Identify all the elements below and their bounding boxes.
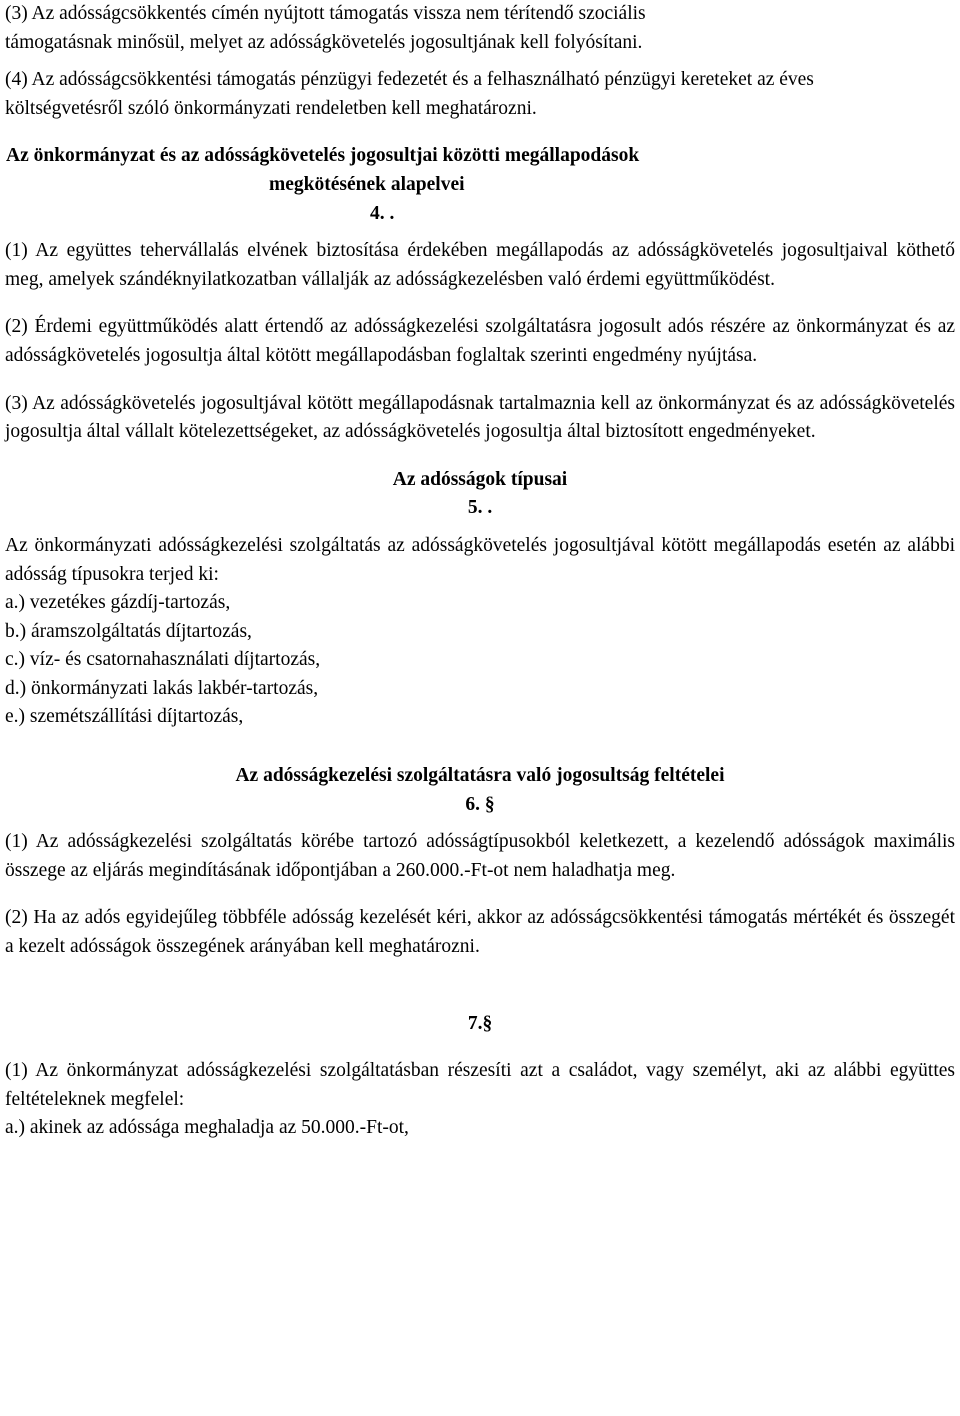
section-7-paragraph-1: (1) Az önkormányzat adósságkezelési szolgáltatásban részesíti azt a családot, vagy személyt, aki az alábbi együttes feltételeknek megfelel: bbox=[5, 1060, 955, 1110]
list-item: a.) vezetékes gázdíj-tartozás, bbox=[5, 592, 231, 614]
list-item: d.) önkormányzati lakás lakbér-tartozás, bbox=[5, 677, 319, 699]
heading-conditions: Az adósságkezelési szolgáltatásra való jogosultság feltételei bbox=[235, 765, 725, 787]
document-page bbox=[5, 0, 955, 1143]
list-item: e.) szemétszállítási díjtartozás, bbox=[5, 706, 244, 728]
section-6-paragraph-2: (2) Ha az adós egyidejűleg többféle adósság kezelését kéri, akkor az adósságcsökkentési támogatás mértékét és összegét a kezelt adósságok összegének arányában kell meghatározni. bbox=[5, 907, 955, 958]
section-number-7: 7.§ bbox=[467, 1012, 493, 1034]
section-6-paragraph-1: (1) Az adósságkezelési szolgáltatás körébe tartozó adósságtípusokból keletkezett, a kezelendő adósságok maximális összege az eljárás megindításának időpontjában a 260.000.-Ft-ot nem haladhatja meg. bbox=[5, 831, 955, 881]
section-number-6: 6. § bbox=[465, 793, 495, 815]
debt-type-list bbox=[5, 589, 955, 732]
list-item: c.) víz- és csatornahasználati díjtartozás, bbox=[5, 649, 321, 671]
section-number-5: 5. . bbox=[467, 497, 493, 519]
section-4-paragraph-3: (3) Az adósságkövetelés jogosultjával kötött megállapodásnak tartalmaznia kell az önkormányzat és az adósságkövetelés jogosultja által vállalt kötelezettségeket, az adósságkövetelés jogosultja által biztosított engedményeket. bbox=[5, 392, 955, 443]
paragraph-prev-4: (4) Az adósságcsökkentési támogatás pénzügyi fedezetét és a felhasználható pénzügyi kereteket az éves költségvetésről szóló önkormányzati rendeletben kell meghatározni. bbox=[5, 69, 814, 119]
section-7-item-a: a.) akinek az adóssága meghaladja az 50.000.-Ft-ot, bbox=[5, 1117, 409, 1139]
section-number-4: 4. . bbox=[370, 202, 395, 224]
heading-agreements-line1: Az önkormányzat és az adósságkövetelés jogosultjai közötti megállapodások bbox=[6, 145, 640, 167]
heading-debt-types: Az adósságok típusai bbox=[392, 468, 568, 490]
section-4-paragraph-2: (2) Érdemi együttműködés alatt értendő az adósságkezelési szolgáltatásra jogosult adós részére az önkormányzat és az adósságkövetelés jogosultja által kötött megállapodásban foglaltak szerinti engedmény nyújtása. bbox=[5, 316, 955, 366]
list-item: b.) áramszolgáltatás díjtartozás, bbox=[5, 620, 252, 642]
paragraph-prev-3: (3) Az adósságcsökkentés címén nyújtott támogatás vissza nem térítendő szociális támogatásnak minősül, melyet az adósságkövetelés jogosultjának kell folyósítani. bbox=[5, 3, 646, 53]
section-4-paragraph-1: (1) Az együttes tehervállalás elvének biztosítása érdekében megállapodás az adósságkövetelés jogosultjaival köthető meg, amelyek szándéknyilatkozatban vállalják az adósságkezelésben való érdemi együttműködést. bbox=[5, 240, 955, 290]
section-5-intro: Az önkormányzati adósságkezelési szolgáltatás az adósságkövetelés jogosultjával kötött megállapodás esetén az alábbi adósság típusokra terjed ki: bbox=[5, 534, 955, 585]
heading-agreements-line2: megkötésének alapelvei bbox=[269, 173, 465, 195]
